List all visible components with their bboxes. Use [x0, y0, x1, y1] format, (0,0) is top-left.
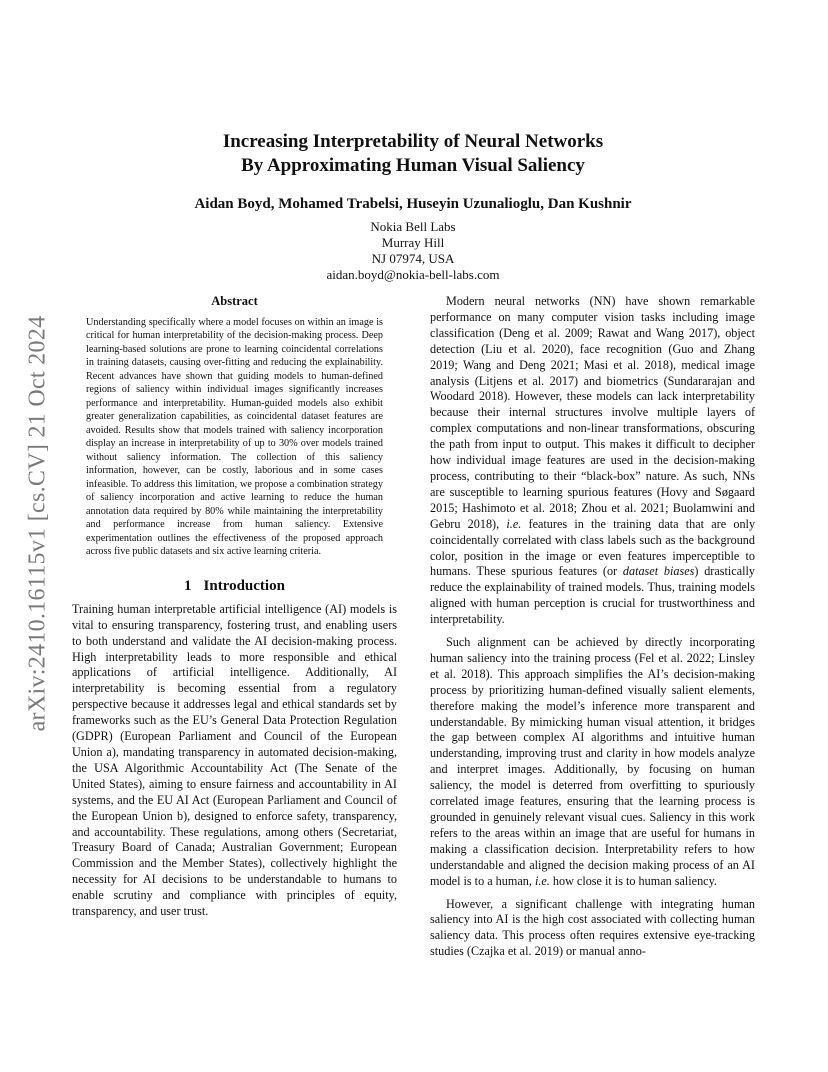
left-column	[72, 294, 397, 927]
right-paragraph-3: However, a significant challenge with integrating human saliency into AI is the high cost associated with collecting human saliency data. This process often requires extensive eye-tracking studies (Czajka et al. 2019) or manual anno-	[430, 896, 755, 959]
p1-text-a: Modern neural networks (NN) have shown remarkable performance on many computer vision tasks including image classification (Deng et al. 2009; Rawat and Wang 2017), object detection (Liu et al. 2020), face recognition (Guo and Zhang 2019; Wang and Deng 2021; Masi et al. 2018), medical image analysis (Litjens et al. 2017) and biometrics (Sundararajan and Woodard 2018). However, these models can lack interpretability because their internal structures involve multiple layers of complex computations and non-linear transformations, obscuring the path from input to output. This makes it difficult to decipher how individual image features are used in the decision-making process, contributing to their “black-box” nature. As such, NNs are susceptible to learning spurious features (Hovy and Søgaard 2015; Hashimoto et al. 2018; Zhou et al. 2021; Buolamwini and Gebru 2018),	[430, 294, 755, 531]
abstract-heading: Abstract	[211, 294, 258, 308]
intro-paragraph-1: Training human interpretable artificial intelligence (AI) models is vital to ensuring transparency, fostering trust, and enabling users to both understand and validate the AI decision-making process. High interpretability leads to more responsible and ethical applications of artificial intelligence. Additionally, AI interpretability is becoming essential from a regulatory perspective because it addresses legal and ethical standards set by frameworks such as the EU’s General Data Protection Regulation (GDPR) (European Parliament and Council of the European Union a), mandating transparency in automated decision-making, the USA Algorithmic Accountability Act (The Senate of the United States), aiming to ensure fairness and accountability in AI systems, and the EU AI Act (European Parliament and Council of the European Union b), designed to enforce safety, transparency, and accountability. These regulations, among others (Secretariat, Treasury Board of Canada; Australian Government; European Commission and the Member States), collectively highlight the necessity for AI decisions to be understandable to humans to enable scrutiny and compliance with principles of equity, transparency, and user trust.	[72, 601, 397, 919]
section-title-text: Introduction	[203, 577, 285, 594]
arxiv-id-text: arXiv:2410.16115v1 [cs.CV] 21 Oct 2024	[24, 315, 51, 731]
abstract-text: Understanding specifically where a model focuses on within an image is critical for human interpretability of the decision-making process. Deep learning-based solutions are prone to learning coincidental correlations in training datasets, causing over-fitting and reducing the explainability. Recent advances have shown that guiding models to human-defined regions of saliency within individual images significantly increases performance and interpretability. Human-guided models also exhibit greater generalization capabilities, as coincidental dataset features are avoided. Results show that models trained with saliency incorporation display an increase in interpretability of up to 30% over models trained without saliency information. The collection of this saliency information, however, can be costly, laborious and in some cases infeasible. To address this limitation, we propose a combination strategy of saliency incorporation and active learning to reduce the human annotation data required by 80% while maintaining the interpretability and performance increase from human saliency. Extensive experimentation outlines the effectiveness of the proposed approach across five public datasets and six active learning criteria.	[86, 316, 383, 558]
p1-ie: i.e.	[506, 516, 522, 531]
author-list: Aidan Boyd, Mohamed Trabelsi, Huseyin Uzunalioglu, Dan Kushnir	[194, 196, 632, 212]
affiliation-zip: NJ 07974, USA	[371, 251, 455, 266]
affiliation-city: Murray Hill	[381, 235, 445, 250]
section-number: 1	[184, 577, 192, 594]
arxiv-identifier	[18, 288, 58, 758]
paper-header	[72, 130, 754, 283]
p2-text-b: how close it is to human saliency.	[552, 873, 717, 888]
right-paragraph-2	[430, 635, 755, 890]
p2-ie: i.e.	[534, 873, 550, 888]
p1-dataset-biases: dataset biases	[622, 564, 695, 579]
right-paragraph-1	[430, 294, 755, 628]
affiliation	[72, 219, 754, 283]
affiliation-org: Nokia Bell Labs	[370, 219, 456, 234]
title-line-1: Increasing Interpretability of Neural Networks	[222, 131, 604, 152]
section-heading-introduction	[72, 579, 397, 595]
paper-title	[72, 130, 754, 178]
p1-text-b: features in the training data that are only coincidentally correlated with class labels such as the background color, position in the image or even features imperceptible to humans. These spurious features (or	[430, 516, 756, 579]
p2-text-a: Such alignment can be achieved by directly incorporating human saliency into the training process (Fel et al. 2022; Linsley et al. 2018). This approach simplifies the AI’s decision-making process by prioritizing human-defined visually salient elements, therefore making the model’s inference more transparent and understandable. By mimicking human visual attention, it bridges the gap between complex AI algorithms and intuitive human understanding, improving trust and clarity in how models analyze and interpret images. Additionally, by focusing on human saliency, the model is deterred from overfitting to spuriously correlated image features, ensuring that the learning process is grounded in genuinely relevant visual cues. Saliency in this work refers to the areas within an image that are useful for humans in making a classification decision. Interpretability refers to how understandable and aligned the decision making process of an AI model is to a human,	[430, 635, 755, 888]
right-column	[430, 294, 755, 967]
title-line-2: By Approximating Human Visual Saliency	[241, 155, 585, 176]
p1-text-c: ) drastically reduce the explainability of trained models. Thus, training models aligned with human perception is crucial for trustworthiness and interpretability.	[430, 564, 755, 627]
author-email[interactable]: aidan.boyd@nokia-bell-labs.com	[326, 267, 500, 282]
